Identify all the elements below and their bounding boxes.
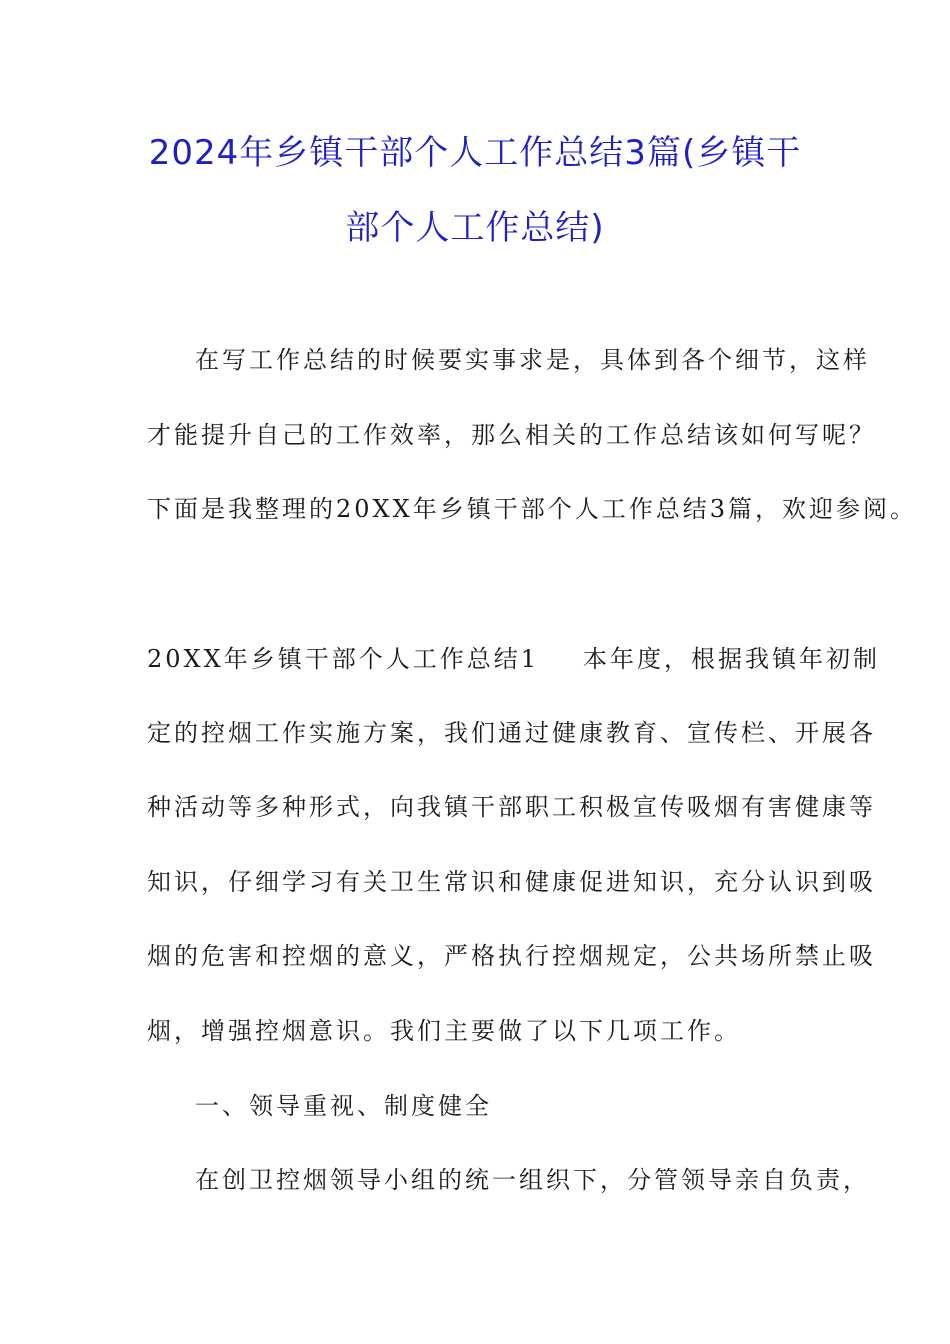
section-1-line-4: 知识，仔细学习有关卫生常识和健康促进知识，充分认识到吸	[147, 868, 876, 896]
subheading-1-paragraph: 在创卫控烟领导小组的统一组织下，分管领导亲自负责，	[195, 1166, 870, 1194]
section-1-line-3: 种活动等多种形式，向我镇干部职工积极宣传吸烟有害健康等	[147, 793, 876, 821]
subheading-1: 一、领导重视、制度健全	[195, 1092, 492, 1120]
intro-line-1: 在写工作总结的时候要实事求是，具体到各个细节，这样	[195, 346, 870, 374]
intro-line-3: 下面是我整理的20XX年乡镇干部个人工作总结3篇，欢迎参阅。	[147, 495, 917, 523]
section-1-heading: 20XX年乡镇干部个人工作总结1	[147, 645, 539, 673]
document-title-line-2: 部个人工作总结)	[345, 208, 605, 248]
section-1-text-start: 本年度，根据我镇年初制	[582, 645, 880, 673]
section-1-line-5: 烟的危害和控烟的意义，严格执行控烟规定，公共场所禁止吸	[147, 942, 876, 970]
section-1-first-line	[147, 644, 880, 674]
intro-line-2: 才能提升自己的工作效率，那么相关的工作总结该如何写呢？	[147, 421, 876, 449]
document-title-line-1: 2024年乡镇干部个人工作总结3篇(乡镇干	[148, 133, 802, 173]
section-1-line-2: 定的控烟工作实施方案，我们通过健康教育、宣传栏、开展各	[147, 719, 876, 747]
section-1-line-6: 烟，增强控烟意识。我们主要做了以下几项工作。	[147, 1017, 741, 1045]
